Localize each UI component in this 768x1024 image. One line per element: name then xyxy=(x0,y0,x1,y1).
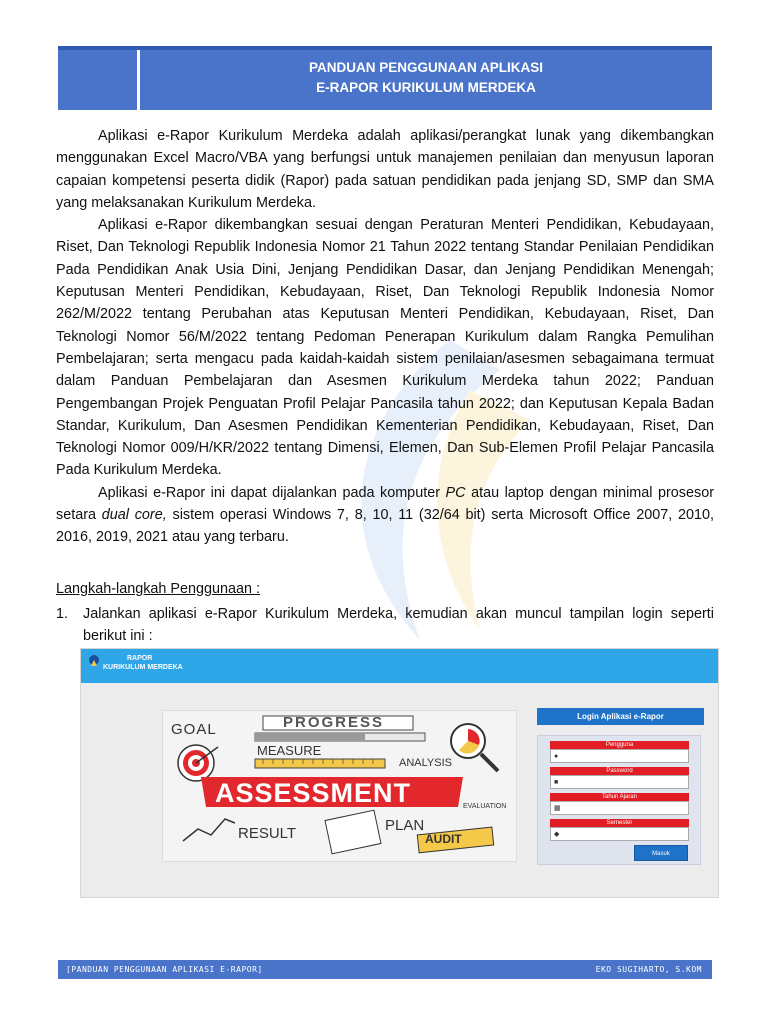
user-icon: ● xyxy=(554,753,559,760)
login-form xyxy=(537,735,701,865)
word-assessment: ASSESSMENT xyxy=(215,778,412,808)
dual-core-term: dual core, xyxy=(101,507,167,524)
masuk-button[interactable]: Masuk xyxy=(634,845,688,861)
header-title-block xyxy=(140,46,712,110)
app-title-rapor: RAPOR xyxy=(127,655,153,662)
header-title-line1: PANDUAN PENGGUNAAN APLIKASI xyxy=(308,60,543,75)
document-body xyxy=(56,125,714,549)
lock-icon: ■ xyxy=(554,779,559,786)
field-label-semester: Semester xyxy=(550,819,689,827)
word-audit: AUDIT xyxy=(425,832,462,846)
footer-author: EKO SUGIHARTO, S.KOM xyxy=(595,965,702,974)
login-header: Login Aplikasi e-Rapor xyxy=(537,708,704,725)
assessment-illustration xyxy=(162,710,517,862)
word-analysis: ANALYSIS xyxy=(399,757,452,769)
field-label-tahun-ajaran: Tahun Ajaran xyxy=(550,793,689,801)
word-plan: PLAN xyxy=(385,817,425,834)
step-number: 1. xyxy=(56,606,69,622)
word-evaluation: EVALUATION xyxy=(463,803,507,810)
app-logo-icon xyxy=(87,654,101,668)
pc-term: PC xyxy=(445,484,466,501)
word-progress: PROGRESS xyxy=(283,714,385,731)
word-goal: GOAL xyxy=(171,721,217,738)
step-text: Jalankan aplikasi e-Rapor Kurikulum Merdeka, kemudian akan muncul tampilan login seperti berikut ini : xyxy=(83,606,714,645)
paragraph-requirements: Aplikasi e-Rapor ini dapat dijalankan pada komputer PC atau laptop dengan minimal prosesor setara dual core, sistem operasi Windows 7, 8, 10, 11 (32/64 bit) serta Microsoft Office 2007, 2010, 2016, 2019, 2021 atau yang terbaru. xyxy=(56,484,714,546)
header-title-line2: E-RAPOR KURIKULUM MERDEKA xyxy=(316,80,536,95)
semester-input[interactable] xyxy=(550,827,689,841)
group-icon: ◆ xyxy=(554,831,560,838)
word-result: RESULT xyxy=(238,825,297,842)
field-label-password: Password xyxy=(550,767,689,775)
steps-heading: Langkah-langkah Penggunaan : xyxy=(56,581,261,597)
password-input[interactable] xyxy=(550,775,689,789)
tahun-ajaran-input[interactable] xyxy=(550,801,689,815)
word-measure: MEASURE xyxy=(257,743,322,758)
app-screenshot xyxy=(80,648,719,898)
paragraph-regulation: Aplikasi e-Rapor dikembangkan sesuai dengan Peraturan Menteri Pendidikan, Kebudayaan, Riset, Dan Teknologi Republik Indonesia Nomor 21 Tahun 2022 tentang Standar Penilaian Pendidikan Pada Pendidikan Anak Usia Dini, Jenjang Pendidikan Dasar, dan Jenjang Pendidikan Menengah; Keputusan Menteri Pendidikan, Kebudayaan, Riset, Dan Teknologi Republik Indonesia Nomor 262/M/2022 tentang Perubahan atas Keputusan Menteri Pendidikan, Kebudayaan, Riset, Dan Teknologi Nomor 56/M/2022 tentang Pedoman Penerapan Kurikulum dalam Rangka Pemulihan Pembelajaran; serta mengacu pada kaidah-kaidah sistem penilaian/asesmen sebagaimana termuat dalam Panduan Pembelajaran dan Asesmen Kurikulum Merdeka tahun 2022; Panduan Pengembangan Projek Penguatan Profil Pelajar Pancasila tahun 2022; dan Keputusan Kepala Badan Standar, Kurikulum, Dan Asesmen Pendidikan Kementerian Pendidikan, Kebudayaan, Riset, Dan Teknologi Nomor 009/H/KR/2022 tentang Dimensi, Elemen, Dan Sub-Elemen Profil Pelajar Pancasila Pada Kurikulum Merdeka. xyxy=(56,217,714,479)
pengguna-input[interactable] xyxy=(550,749,689,763)
footer-doc-title: [PANDUAN PENGGUNAAN APLIKASI E-RAPOR] xyxy=(66,965,263,974)
header-top-rule xyxy=(58,46,712,50)
app-title-kurikulum: KURIKULUM MERDEKA xyxy=(103,664,183,671)
paragraph-intro: Aplikasi e-Rapor Kurikulum Merdeka adalah aplikasi/perangkat lunak yang dikembangkan menggunakan Excel Macro/VBA yang berfungsi untuk manajemen penilaian dan menyusun laporan capaian kompetensi peserta didik (Rapor) pada satuan pendidikan pada jenjang SD, SMP dan SMA yang melaksanakan Kurikulum Merdeka. xyxy=(56,128,714,211)
header-left-block xyxy=(58,46,137,110)
document-footer xyxy=(58,960,712,979)
calendar-icon: ▦ xyxy=(554,805,561,812)
app-title-bar xyxy=(81,649,718,683)
field-label-pengguna: Pengguna xyxy=(550,741,689,749)
document-header xyxy=(58,46,712,110)
